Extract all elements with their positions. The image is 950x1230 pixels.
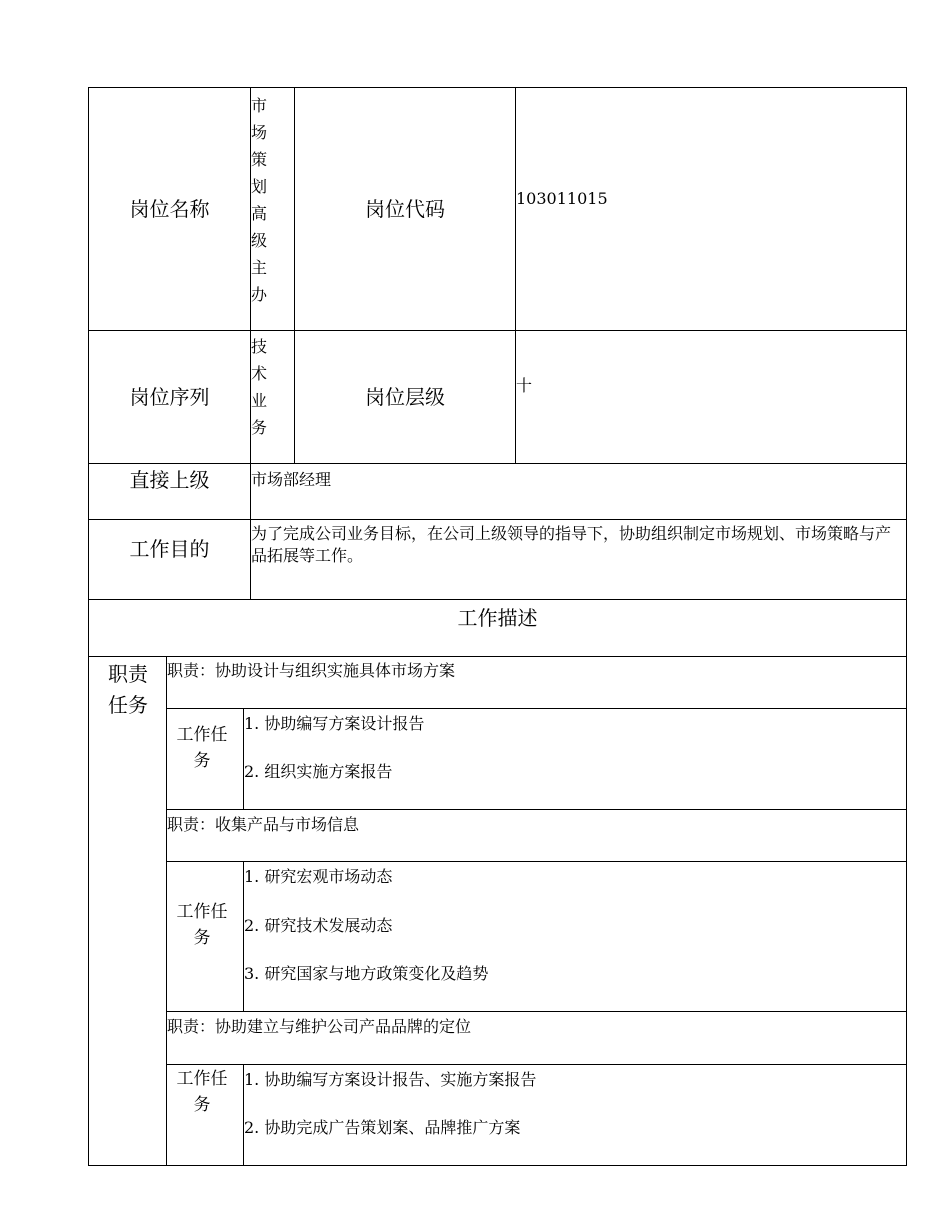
task-item: 1. 研究宏观市场动态	[244, 867, 393, 886]
divider	[88, 463, 907, 464]
position-level-label: 岗位层级	[365, 385, 445, 409]
position-code-label: 岗位代码	[365, 197, 445, 221]
task-label: 工作任务	[176, 902, 228, 948]
task-item: 2. 研究技术发展动态	[244, 916, 393, 935]
position-sequence-label: 岗位序列	[129, 385, 210, 409]
duties-label: 职责任务	[108, 662, 148, 717]
position-name-label: 岗位名称	[129, 197, 210, 221]
position-code-value: 103011015	[516, 189, 608, 208]
task-item: 1. 协助编写方案设计报告	[244, 714, 425, 733]
position-name-value: 市场策划高级主办	[251, 96, 268, 304]
divider	[166, 1011, 907, 1012]
task-label: 工作任务	[176, 1069, 228, 1115]
task-item: 3. 研究国家与地方政策变化及趋势	[244, 964, 489, 983]
border-bottom	[88, 1165, 907, 1166]
position-sequence-value: 技术业务	[251, 337, 268, 437]
divider	[166, 861, 907, 862]
divider	[166, 1064, 907, 1065]
divider	[88, 519, 907, 520]
task-item: 1. 协助编写方案设计报告、实施方案报告	[244, 1070, 537, 1089]
purpose-label: 工作目的	[129, 537, 210, 561]
superior-label: 直接上级	[129, 468, 210, 492]
task-label: 工作任务	[176, 725, 228, 771]
divider	[166, 656, 167, 1166]
divider	[88, 656, 907, 657]
divider	[166, 809, 907, 810]
purpose-value: 为了完成公司业务目标，在公司上级领导的指导下，协助组织制定市场规划、市场策略与产品拓展等工作。	[251, 524, 892, 565]
position-level-value: 十	[516, 376, 533, 395]
superior-value: 市场部经理	[251, 470, 332, 489]
task-item: 2. 组织实施方案报告	[244, 762, 393, 781]
duty-title: 职责：收集产品与市场信息	[167, 815, 360, 834]
divider	[515, 87, 516, 464]
task-item: 2. 协助完成广告策划案、品牌推广方案	[244, 1118, 521, 1137]
duty-title: 职责：协助建立与维护公司产品品牌的定位	[167, 1017, 472, 1036]
divider	[166, 708, 907, 709]
description-title: 工作描述	[457, 606, 538, 630]
border-right	[906, 87, 907, 1166]
duty-title: 职责：协助设计与组织实施具体市场方案	[167, 661, 456, 680]
